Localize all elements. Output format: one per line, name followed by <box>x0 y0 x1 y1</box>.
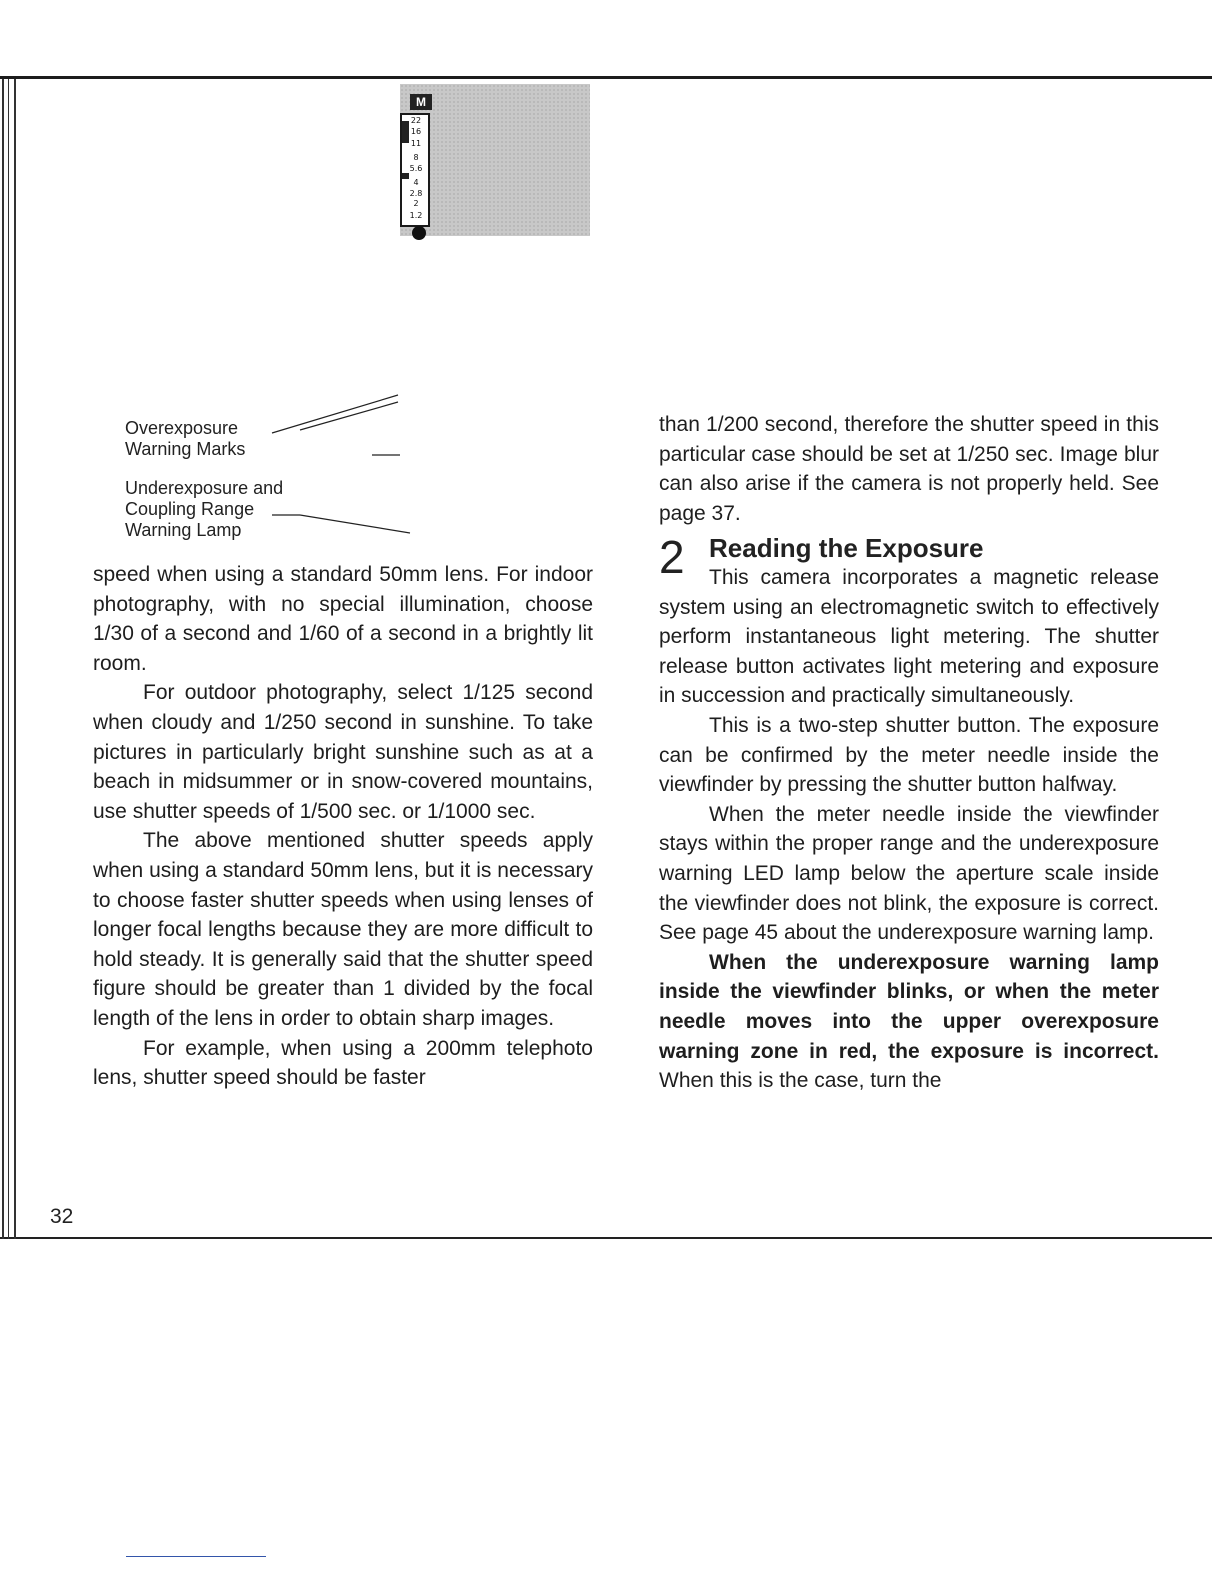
page-number: 32 <box>50 1205 74 1228</box>
paragraph: For example, when using a 200mm telephoto lens, shutter speed should be faster <box>93 1036 593 1090</box>
underexposure-warning-lamp <box>412 226 426 240</box>
overexposure-callout: Overexposure Warning Marks <box>125 418 246 459</box>
top-rule <box>0 76 1212 79</box>
scale-tick: 4 <box>413 178 419 187</box>
paragraph: This camera incorporates a magnetic release system using an electromagnetic switch to effectively perform instantaneous light metering. The shutter release button activates light metering and exposure in succession and practically simultaneously. <box>659 566 1159 708</box>
scale-tick: 22 <box>410 116 422 125</box>
section-number: 2 <box>659 531 685 583</box>
paragraph <box>659 948 1159 1096</box>
left-column <box>93 560 593 1093</box>
bottom-rule <box>0 1237 1212 1239</box>
paragraph: For outdoor photography, select 1/125 second when cloudy and 1/250 second in sunshine. To take pictures in particularly bright sunshine such as at a beach in midsummer or in snow-covered mountains, use shutter speeds of 1/500 sec. or 1/1000 sec. <box>93 681 593 823</box>
footer-rule <box>126 1556 266 1557</box>
scale-tick: 5.6 <box>409 164 423 173</box>
paragraph: speed when using a standard 50mm lens. For indoor photography, with no special illumination, choose 1/30 of a second and 1/60 of a second in a brightly lit room. <box>93 563 593 675</box>
underexposure-callout: Underexposure and Coupling Range Warning Lamp <box>125 478 284 540</box>
paragraph: than 1/200 second, therefore the shutter speed in this particular case should be set at 1/250 sec. Image blur can also arise if the camera is not properly held. See page 37. <box>659 413 1159 525</box>
right-column-body <box>659 563 1159 1096</box>
scale-tick: 2 <box>413 199 419 208</box>
scale-tick: 11 <box>410 139 422 148</box>
right-column-intro <box>659 410 1159 528</box>
paragraph: When the meter needle inside the viewfinder stays within the proper range and the underexposure warning LED lamp below the aperture scale inside the viewfinder does not blink, the exposure is correct. See page 45 about the underexposure warning lamp. <box>659 802 1159 945</box>
aperture-scale <box>400 113 430 227</box>
mode-indicator: M <box>410 94 432 110</box>
binding-edge <box>0 79 20 1239</box>
scale-tick: 16 <box>410 127 422 136</box>
scale-tick: 1.2 <box>409 211 423 220</box>
paragraph-tail: When this is the case, turn the <box>659 1069 942 1093</box>
scale-tick: 8 <box>413 153 419 162</box>
warning-text: When the underexposure warning lamp inside the viewfinder blinks, or when the meter needle moves into the upper overexposure warning zone in red, the exposure is incorrect. <box>659 950 1159 1063</box>
paragraph: The above mentioned shutter speeds apply when using a standard 50mm lens, but it is necessary to choose faster shutter speeds when using lenses of longer focal lengths because they are more difficult to hold steady. It is generally said that the shutter speed figure should be greater than 1 divided by the focal length of the lens in order to obtain sharp images. <box>93 829 593 1030</box>
section-title: Reading the Exposure <box>709 533 984 563</box>
scale-tick: 2.8 <box>409 189 423 198</box>
paragraph: This is a two-step shutter button. The exposure can be confirmed by the meter needle inside the viewfinder by pressing the shutter button halfway. <box>659 713 1159 797</box>
